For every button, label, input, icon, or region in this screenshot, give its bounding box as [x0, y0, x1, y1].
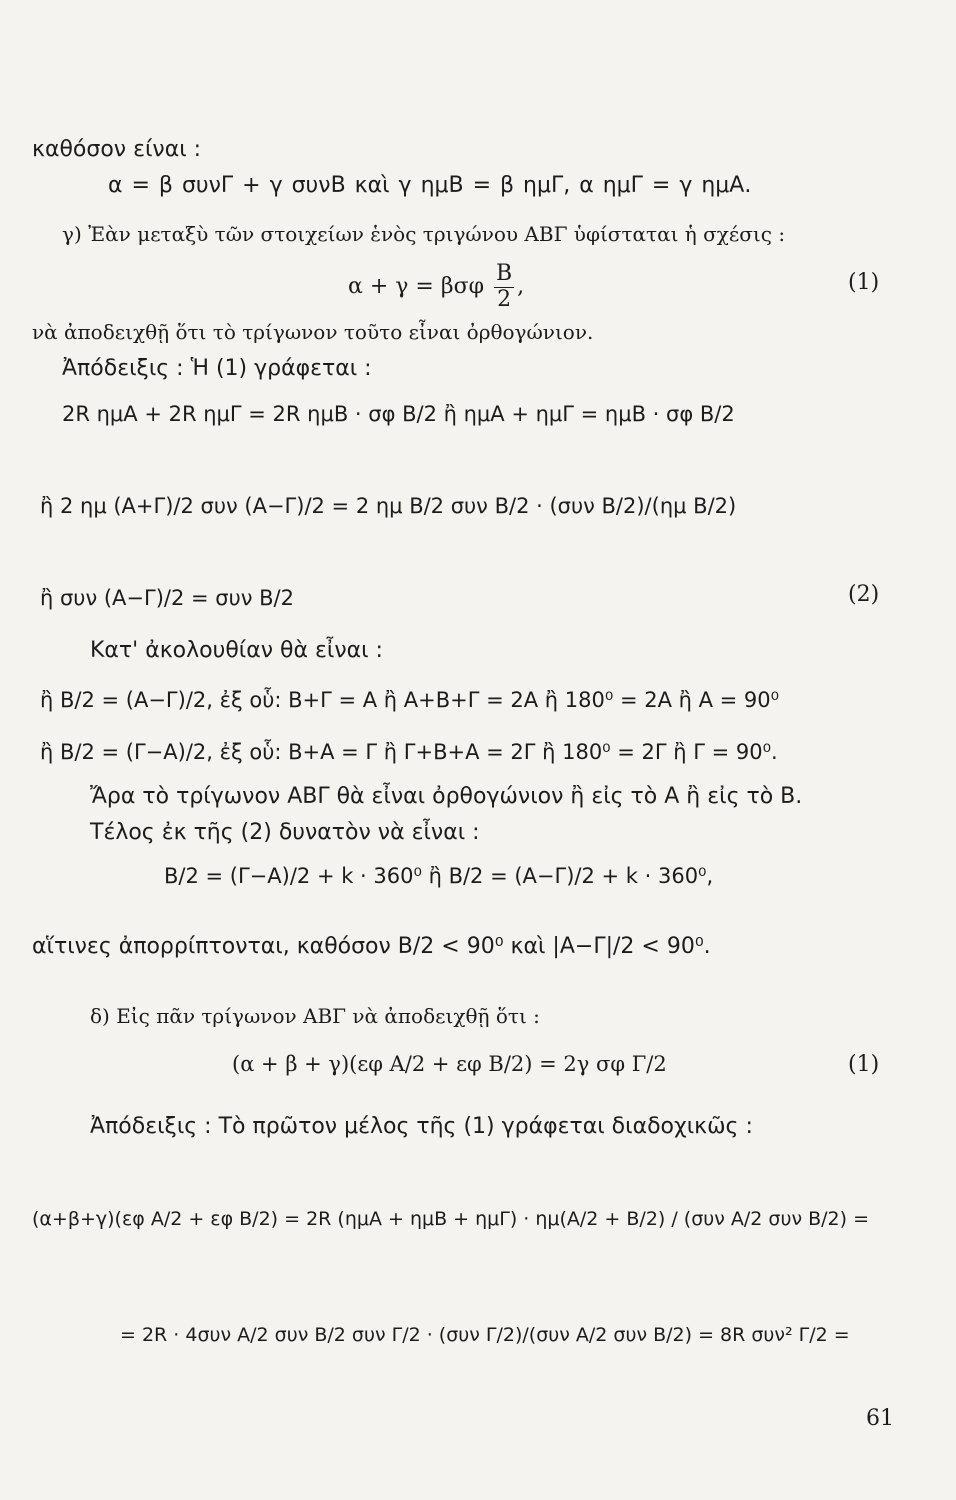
case-c-right [40, 742, 778, 763]
equation-1: α + γ = βσφ $\frac{B}{2}$ , [348, 261, 525, 312]
equation-line-21 [120, 1326, 850, 1345]
text: (2) [848, 582, 880, 607]
text: ἢ Β/2 = (Γ−Α)/2, ἐξ οὗ: Β+Α = Γ ἢ Γ+Β+Α = 2Γ ἢ 180⁰ = 2Γ ἢ Γ = 90⁰. [40, 740, 778, 764]
problem-delta-statement [90, 1006, 540, 1026]
equation-tag-2 [848, 584, 879, 606]
equation-line-7 [62, 404, 735, 425]
equation-tag-1 [848, 272, 879, 294]
text: Ἀπόδειξις : Τὸ πρῶτον μέλος τῆς (1) γράφεται διαδοχικῶς : [90, 1114, 753, 1139]
proof-heading-1 [62, 358, 372, 380]
equation-left: α + γ = βσφ [348, 274, 484, 300]
text: (α+β+γ)(εφ Α/2 + εφ Β/2) = 2R (ημΑ + ημΒ + ημΓ) · ημ(Α/2 + Β/2) / (συν Α/2 συν Β/2) = [32, 1208, 870, 1230]
text: = 2R · 4συν Α/2 συν Β/2 συν Γ/2 · (συν Γ/2)/(συν Α/2 συν Β/2) = 8R συν² Γ/2 = [120, 1324, 850, 1346]
case-a-right [40, 690, 779, 711]
proof-heading-2 [90, 1116, 753, 1138]
line-therefore [90, 786, 802, 808]
text: Β/2 = (Γ−Α)/2 + k · 360⁰ ἢ Β/2 = (Α−Γ)/2 + k · 360⁰, [164, 864, 714, 888]
equation-line-9 [40, 588, 294, 609]
equation-delta [232, 1054, 667, 1075]
equation-line-15 [164, 866, 713, 887]
text: γ) Ἐὰν μεταξὺ τῶν στοιχείων ἑνὸς τριγώνου ΑΒΓ ὑφίσταται ἡ σχέσις : [62, 222, 786, 246]
line-consequently [90, 640, 383, 662]
text: δ) Εἰς πᾶν τρίγωνον ΑΒΓ νὰ ἀποδειχθῇ ὅτι : [90, 1004, 540, 1028]
fraction-b-2 [494, 262, 514, 312]
page-number: 61 [866, 1406, 894, 1431]
text: ἢ Β/2 = (Α−Γ)/2, ἐξ οὗ: Β+Γ = Α ἢ Α+Β+Γ = 2Α ἢ 180⁰ = 2Α ἢ Α = 90⁰ [40, 688, 780, 712]
text: (1) [848, 270, 880, 295]
problem-gamma-statement [62, 224, 785, 244]
text: Ἀπόδειξις : Ἡ (1) γράφεται : [62, 356, 372, 381]
text: νὰ ἀποδειχθῇ ὅτι τὸ τρίγωνον τοῦτο εἶναι ὀρθογώνιον. [32, 320, 594, 344]
equation-tag-delta [848, 1054, 879, 1076]
equation-line-20 [32, 1210, 869, 1229]
text: ἢ 2 ημ (Α+Γ)/2 συν (Α−Γ)/2 = 2 ημ Β/2 συν Β/2 · (συν Β/2)/(ημ Β/2) [40, 494, 737, 518]
denominator: 2 [497, 286, 512, 312]
line-kathoson [32, 139, 201, 161]
text: (α + β + γ)(εφ Α/2 + εφ Β/2) = 2γ σφ Γ/2 [232, 1052, 667, 1076]
line-prove-right-triangle [32, 322, 593, 342]
text: Τέλος ἐκ τῆς (2) δυνατὸν νὰ εἶναι : [90, 820, 480, 845]
line-finally [90, 822, 480, 844]
line-equalities [108, 175, 751, 197]
text: α = β συνΓ + γ συνΒ καὶ γ ημΒ = β ημΓ, α ημΓ = γ ημΑ. [108, 173, 752, 198]
text: καθόσον είναι : [32, 137, 202, 162]
equation-line-8 [40, 496, 736, 517]
text: 2R ημΑ + 2R ημΓ = 2R ημΒ · σφ Β/2 ἢ ημΑ + ημΓ = ημΒ · σφ Β/2 [62, 402, 735, 426]
text: ἢ συν (Α−Γ)/2 = συν Β/2 [40, 586, 294, 610]
text: αἵτινες ἀπορρίπτονται, καθόσον Β/2 < 90⁰ καὶ |Α−Γ|/2 < 90⁰. [32, 934, 711, 959]
text: Κατ' ἀκολουθίαν θὰ εἶναι : [90, 638, 383, 663]
numerator: Β [496, 261, 513, 286]
line-rejected [32, 936, 711, 958]
text: Ἄρα τὸ τρίγωνον ΑΒΓ θὰ εἶναι ὀρθογώνιον ἢ εἰς τὸ Α ἢ εἰς τὸ Β. [90, 784, 803, 809]
text: (1) [848, 1052, 880, 1077]
